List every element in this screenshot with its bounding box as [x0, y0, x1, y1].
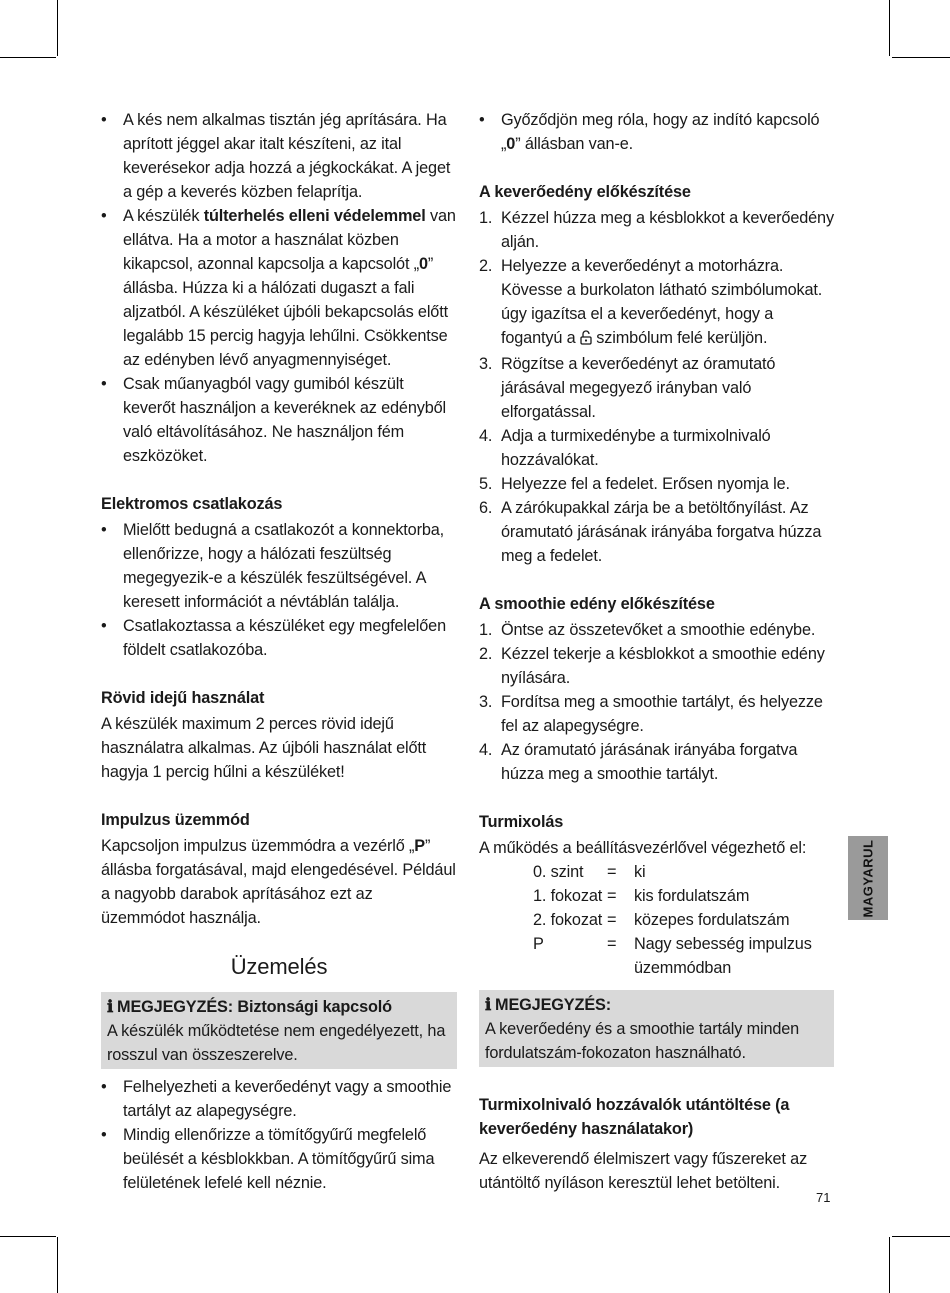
list-item: 2. Helyezze a keverőedényt a motorházra. Kövesse a burkolaton látható szimbólumokat. úgy igazítsa el a keverőedényt, hogy a fogantyú a szimbólum felé kerüljön.	[479, 254, 834, 352]
language-tab: MAGYARUL	[848, 836, 888, 920]
list-item: 2. Kézzel tekerje a késblokkot a smoothie edény nyílására.	[479, 645, 825, 687]
list-item: • Csak műanyagból vagy gumiból készült keverőt használjon a keveréknek az edényből való eltávolításához. Ne használjon fém eszközöket.	[101, 372, 457, 468]
note-text: A készülék működtetése nem engedélyezett, ha rosszul van összeszerelve.	[107, 1022, 446, 1064]
smoothie-steps	[479, 618, 834, 786]
list-item: 5. Helyezze fel a fedelet. Erősen nyomja le.	[479, 475, 790, 493]
section-heading: Elektromos csatlakozás	[101, 495, 283, 513]
note-box: ℹ MEGJEGYZÉS: Biztonsági kapcsoló A készülék működtetése nem engedélyezett, ha rosszul van összeszerelve.	[101, 992, 457, 1069]
speed-levels-table	[533, 860, 814, 980]
section-heading: Turmixolnivaló hozzávalók utántöltése (a keverőedény használatakor)	[479, 1096, 790, 1138]
list-item: • Mielőtt bedugná a csatlakozót a konnektorba, ellenőrizze, hogy a hálózati feszültség megegyezik-e a készülék feszültségével. A keresett információt a névtáblán találja.	[101, 518, 457, 614]
unlock-icon	[580, 328, 592, 352]
crop-mark	[892, 57, 950, 58]
electric-bullets	[101, 518, 457, 662]
list-item: • Mindig ellenőrizze a tömítőgyűrű megfelelő beülését a késblokkban. A tömítőgyűrű sima felületének lefelé kell néznie.	[101, 1123, 457, 1195]
note-box: ℹ MEGJEGYZÉS: A keverőedény és a smoothie tartály minden fordulatszám-fokozaton használható.	[479, 990, 834, 1067]
list-item: 4. Adja a turmixedénybe a turmixolnivaló hozzávalókat.	[479, 427, 771, 469]
paragraph: A készülék maximum 2 perces rövid idejű használatra alkalmas. Az újbóli használat előtt hagyja 1 percig hűlni a készüléket!	[101, 715, 427, 781]
table-row: P = Nagy sebesség impulzus üzemmódban	[533, 935, 812, 977]
section-heading: A smoothie edény előkészítése	[479, 595, 715, 613]
section-heading: Rövid idejű használat	[101, 689, 265, 707]
table-row: 2. fokozat = közepes fordulatszám	[533, 911, 790, 929]
info-icon: ℹ	[485, 995, 492, 1014]
table-row: 0. szint = ki	[533, 863, 646, 881]
list-item: 6. A zárókupakkal zárja be a betöltőnyílást. Az óramutató járásának irányába forgatva húzza meg a fedelet.	[479, 499, 822, 565]
switch-bullet	[479, 108, 834, 156]
crop-mark	[0, 1236, 56, 1237]
mixer-steps	[479, 206, 834, 568]
paragraph: A működés a beállításvezérlővel végezhető el:	[479, 839, 807, 857]
left-column	[101, 108, 457, 1195]
list-item: • Felhelyezheti a keverőedényt vagy a smoothie tartályt az alapegységre.	[101, 1075, 457, 1123]
info-icon: ℹ	[107, 997, 114, 1016]
list-item: • A készülék túlterhelés elleni védelemmel van ellátva. Ha a motor a használat közben kikapcsol, azonnal kapcsolja a kapcsolót „0” állásba. Húzza ki a hálózati dugaszt a fali aljzatból. A készüléket újbóli bekapcsolás előtt legalább 15 percig hagyja lehűlni. Csökkentse az edényben lévő anyagmennyiséget.	[101, 204, 457, 372]
list-item: • A kés nem alkalmas tisztán jég aprítására. Ha aprított jéggel akar italt készíteni, az ital keverésekor adja hozzá a jégkockákat. A jeget a gép a keverés közben felaprítja.	[101, 108, 457, 204]
safety-bullets	[101, 108, 457, 468]
right-column	[479, 108, 834, 1195]
crop-mark	[0, 57, 56, 58]
paragraph: Kapcsoljon impulzus üzemmódra a vezérlő „P” állásba forgatásával, majd elengedésével. Például a nagyobb darabok aprításához ezt az üzemmódot használja.	[101, 837, 456, 927]
list-item: 4. Az óramutató járásának irányába forgatva húzza meg a smoothie tartályt.	[479, 741, 798, 783]
crop-mark	[889, 0, 890, 56]
section-heading: Impulzus üzemmód	[101, 811, 250, 829]
list-item: 3. Fordítsa meg a smoothie tartályt, és helyezze fel az alapegységre.	[479, 693, 823, 735]
list-item: 1. Kézzel húzza meg a késblokkot a keverőedény alján.	[479, 209, 834, 251]
crop-mark	[57, 0, 58, 56]
list-item: 1. Öntse az összetevőket a smoothie edénybe.	[479, 621, 816, 639]
crop-mark	[892, 1236, 950, 1237]
table-row: 1. fokozat = kis fordulatszám	[533, 887, 750, 905]
list-item: • Csatlakoztassa a készüléket egy megfelelően földelt csatlakozóba.	[101, 614, 457, 662]
section-heading: Turmixolás	[479, 813, 564, 831]
list-item: • Győződjön meg róla, hogy az indító kapcsoló „0” állásban van-e.	[479, 108, 834, 156]
crop-mark	[57, 1237, 58, 1293]
list-item: 3. Rögzítse a keverőedényt az óramutató járásával megegyező irányban való elforgatással.	[479, 355, 776, 421]
note-text: A keverőedény és a smoothie tartály minden fordulatszám-fokozaton használható.	[485, 1020, 800, 1062]
chapter-title: Üzemelés	[230, 954, 328, 979]
crop-mark	[889, 1237, 890, 1293]
section-heading: A keverőedény előkészítése	[479, 183, 691, 201]
operation-bullets	[101, 1075, 457, 1195]
paragraph: Az elkeverendő élelmiszert vagy fűszereket az utántöltő nyíláson keresztül lehet betölteni.	[479, 1150, 808, 1192]
page-number: 71	[816, 1190, 831, 1205]
